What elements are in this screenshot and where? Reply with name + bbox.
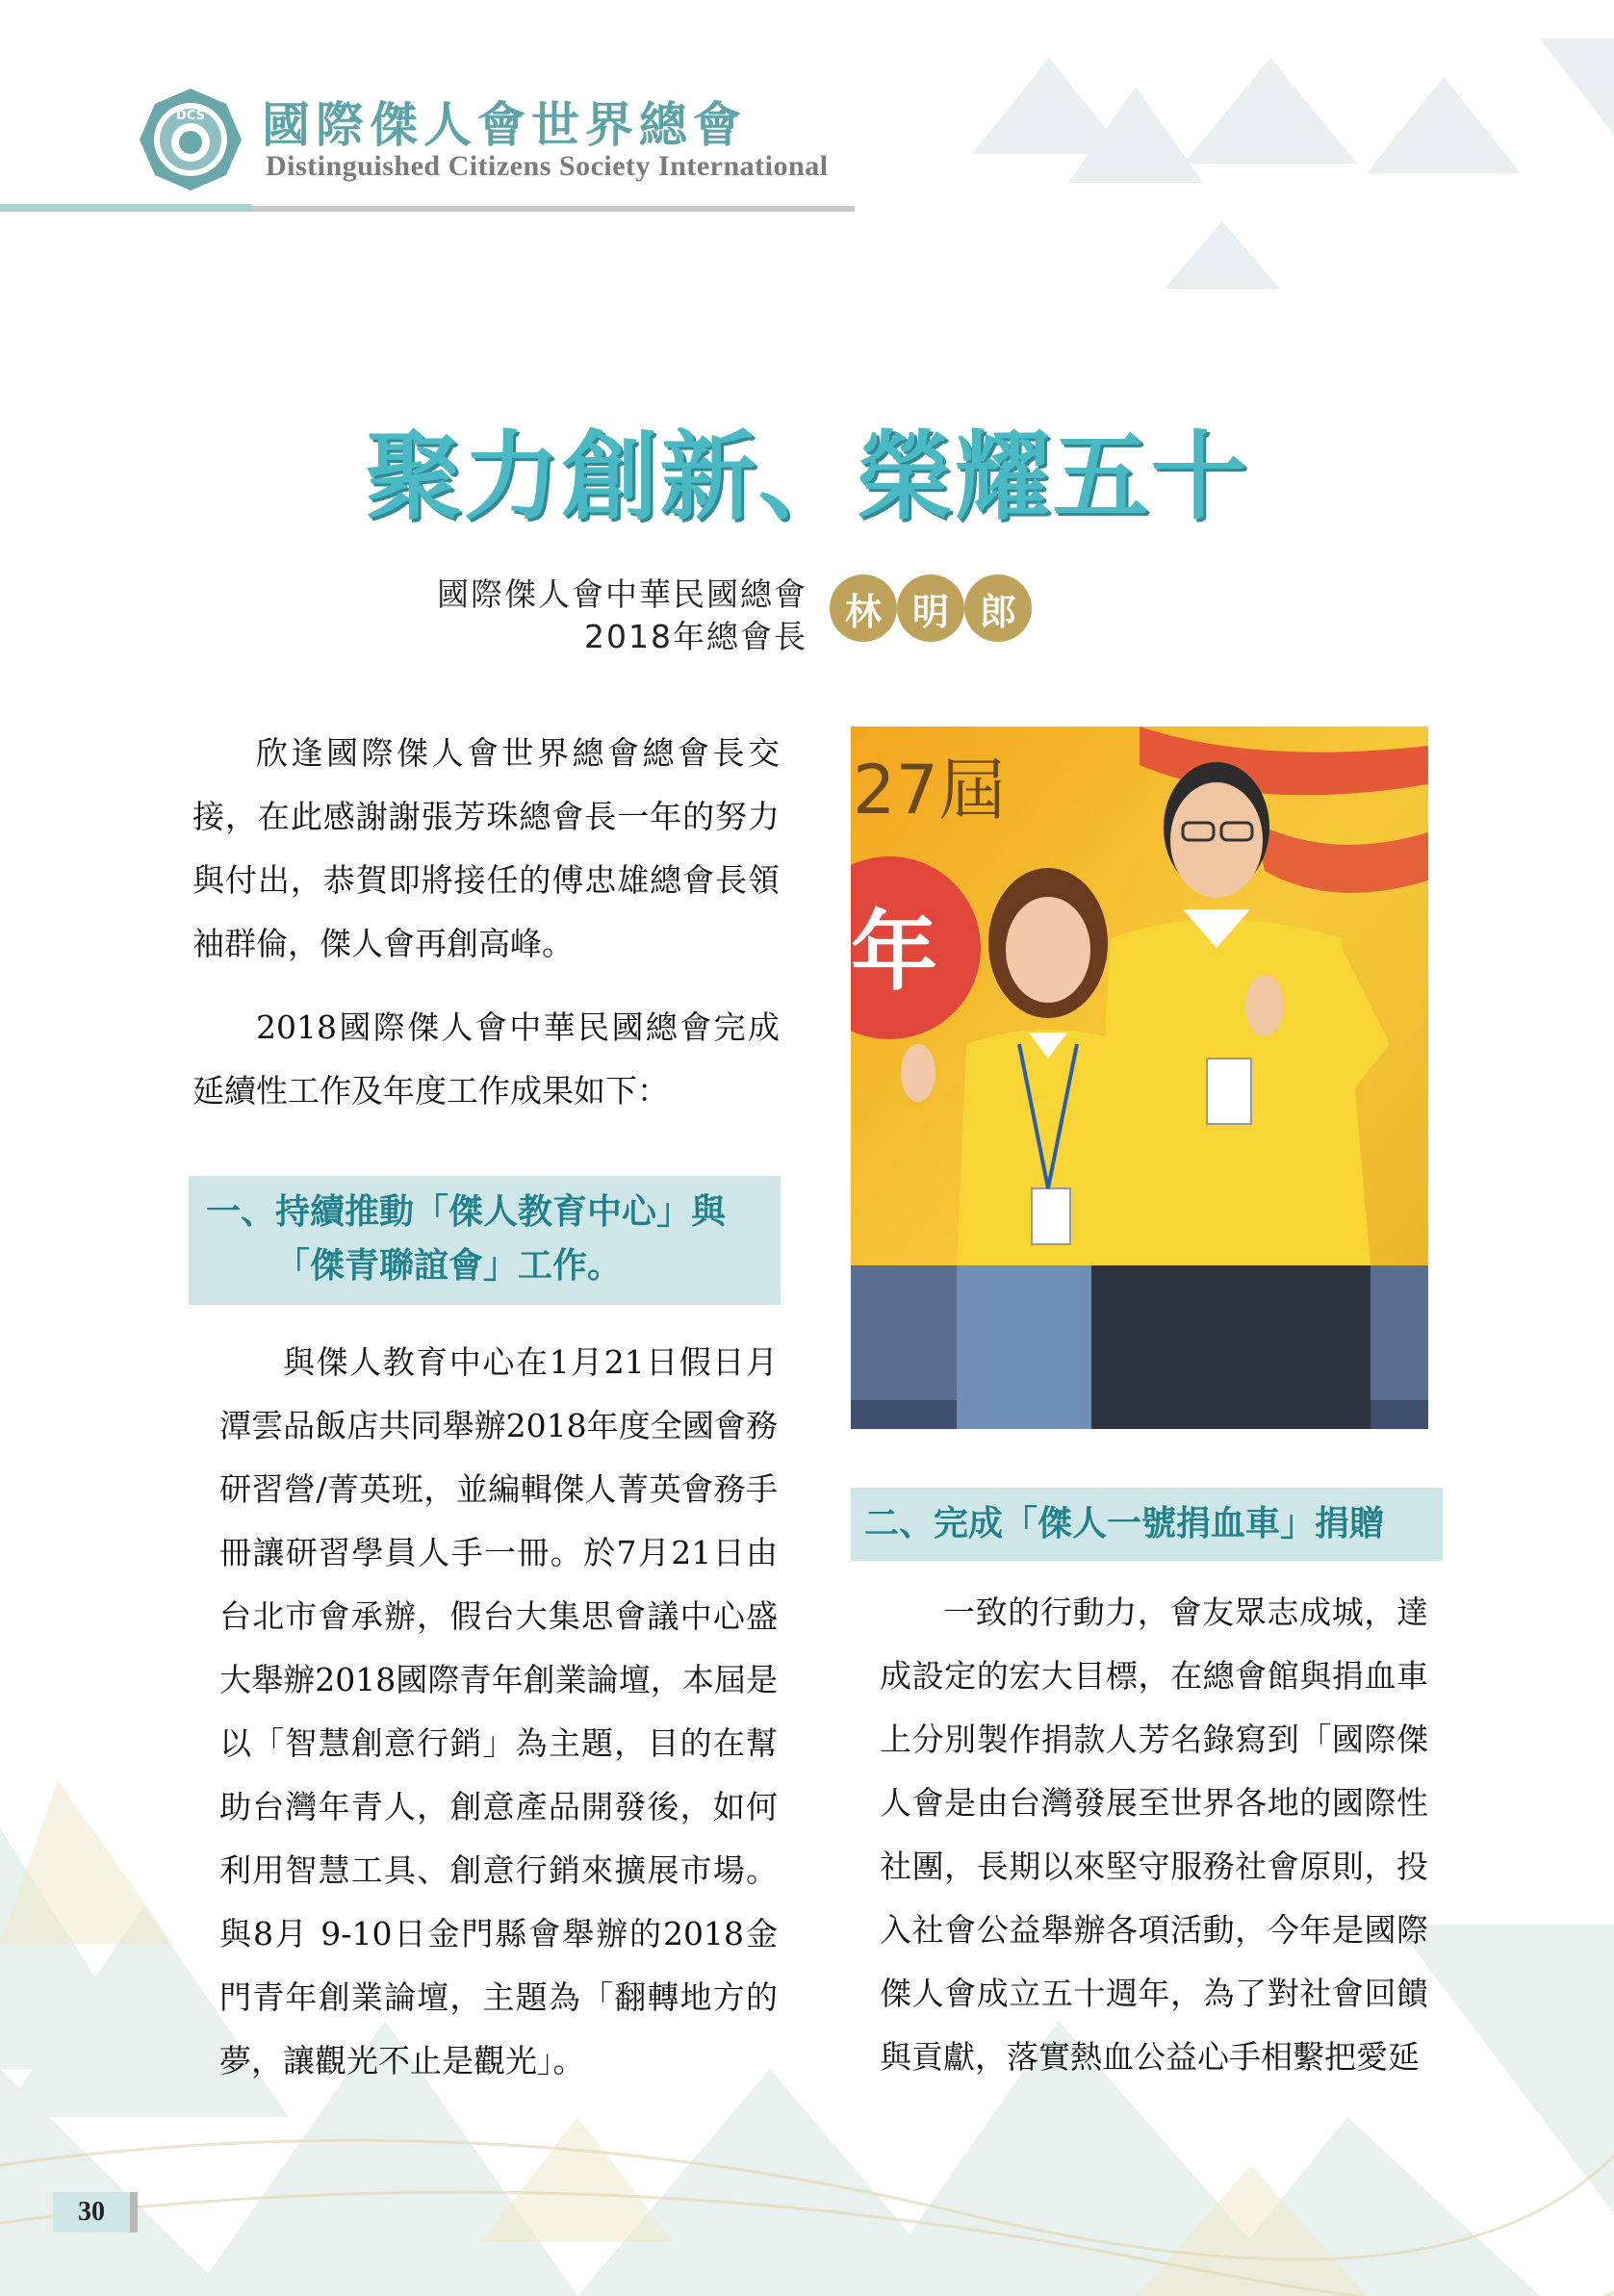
author-name-char: 郎 — [964, 574, 1032, 642]
header-rule-teal — [0, 204, 252, 212]
section-1-body: 與傑人教育中心在1月21日假日月潭雲品飯店共同舉辦2018年度全國會務研習營/菁英班，並編輯傑人菁英會務手冊讓研習學員人手一冊。於7月21日由台北市會承辦，假台大集思會議中心盛大舉辦2018國際青年創業論壇，本屆是以「智慧創意行銷」為主題，目的在幫助台灣年青人，創意產品開發後，如何利用智慧工具、創意行銷來擴展市場。與8月 9-10日金門縣會舉辦的2018金門青年創業論壇，主題為「翻轉地方的夢，讓觀光不止是觀光」。 — [219, 1343, 778, 2079]
author-name — [830, 574, 1032, 642]
org-name-chinese: 國際傑人會世界總會 — [262, 96, 747, 153]
svg-text:年: 年 — [851, 902, 937, 1003]
dcs-logo — [138, 87, 243, 192]
section-2-heading: 二、完成「傑人一號捐血車」捐贈 — [851, 1488, 1443, 1561]
section-1-heading — [189, 1176, 781, 1305]
author-position: 2018年總會長 — [584, 618, 807, 655]
author-name-char: 明 — [897, 574, 964, 642]
author-name-char: 林 — [830, 574, 897, 642]
section-2-body: 一致的行動力，會友眾志成城，達成設定的宏大目標，在總會館與捐血車上分別製作捐款人芳名錄寫到「國際傑人會是由台灣發展至世界各地的國際性社團，長期以來堅守服務社會原則，投入社會公益舉辦各項活動，今年是國際傑人會成立五十週年，為了對社會回饋與貢獻，落實熱血公益心手相繫把愛延 — [880, 1594, 1428, 2076]
header-rule-gray — [252, 206, 855, 212]
org-name-english: Distinguished Citizens Society International — [266, 150, 829, 182]
intro-paragraph-2: 2018國際傑人會中華民國總會完成延續性工作及年度工作成果如下： — [192, 1008, 780, 1110]
article-title: 聚力創新、榮耀五十 — [365, 421, 1249, 533]
svg-text:27屆: 27屆 — [853, 751, 1007, 829]
section-1-heading-line1: 一、持續推動「傑人教育中心」與 — [206, 1192, 727, 1232]
svg-text:DCS: DCS — [176, 109, 205, 123]
photo-couple — [851, 727, 1428, 1429]
intro-paragraph-1: 欣逢國際傑人會世界總會總會長交接，在此感謝謝張芳珠總會長一年的努力與付出，恭賀即將接任的傅忠雄總會長領袖群倫，傑人會再創高峰。 — [192, 734, 780, 962]
author-organization: 國際傑人會中華民國總會 — [437, 575, 807, 613]
page-number: 30 — [53, 2192, 138, 2232]
section-1-heading-line2: 「傑青聯誼會」工作。 — [275, 1246, 623, 1286]
